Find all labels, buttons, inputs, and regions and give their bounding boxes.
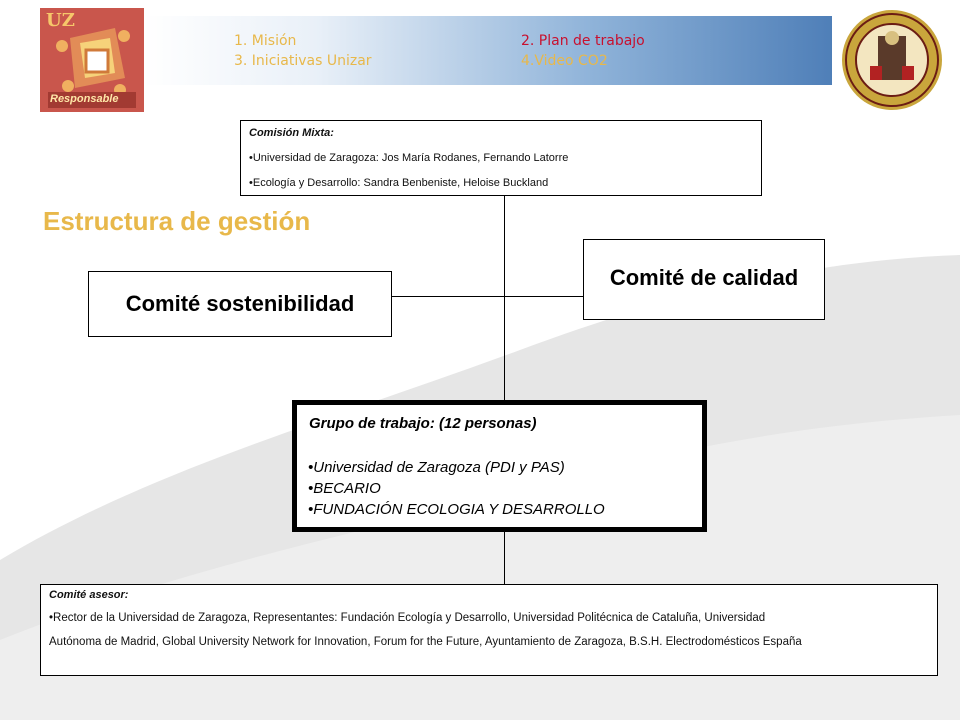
comite-asesor-line-1: •Rector de la Universidad de Zaragoza, Representantes: Fundación Ecología y Desarrollo, Universidad Politécnica de Cataluña, Universidad <box>49 612 766 624</box>
nav-link-plan-de-trabajo[interactable]: 2. Plan de trabajo <box>521 33 645 49</box>
nav-link-video-co2[interactable]: 4.Video CO2 <box>521 53 608 69</box>
comision-mixta-line-2: •Ecología y Desarrollo: Sandra Benbeniste, Heloise Buckland <box>249 177 549 189</box>
grupo-trabajo-heading: Grupo de trabajo: (12 personas) <box>309 415 537 432</box>
grupo-trabajo-item-1: •Universidad de Zaragoza (PDI y PAS) <box>308 459 565 476</box>
nav-link-mision[interactable]: 1. Misión <box>234 33 297 49</box>
grupo-trabajo-item-3: •FUNDACIÓN ECOLOGIA Y DESARROLLO <box>308 501 605 518</box>
comite-asesor-heading: Comité asesor: <box>49 589 129 601</box>
grupo-trabajo-box <box>292 400 707 532</box>
university-seal-icon <box>840 8 944 112</box>
comite-calidad-label: Comité de calidad <box>609 264 799 290</box>
comite-sostenibilidad-box <box>88 271 392 337</box>
comision-mixta-box <box>240 120 762 196</box>
logo-text: UZ <box>46 10 75 31</box>
nav-link-iniciativas[interactable]: 3. Iniciativas Unizar <box>234 53 372 69</box>
comite-asesor-line-2: Autónoma de Madrid, Global University Network for Innovation, Forum for the Future, Ayuntamiento de Zaragoza, B.S.H. Electrodomésticos España <box>49 636 802 648</box>
grupo-trabajo-item-2: •BECARIO <box>308 480 381 497</box>
comision-mixta-line-1: •Universidad de Zaragoza: Jos María Rodanes, Fernando Latorre <box>249 152 569 164</box>
comite-asesor-box <box>40 584 938 676</box>
uz-responsable-logo <box>40 8 144 112</box>
logo-subtext: Responsable <box>50 93 119 105</box>
comite-sostenibilidad-label: Comité sostenibilidad <box>125 291 355 316</box>
header-nav-bar <box>144 16 832 85</box>
comision-mixta-heading: Comisión Mixta: <box>249 127 334 139</box>
connector-vertical-bottom <box>504 530 505 585</box>
connector-horizontal <box>392 296 584 297</box>
comite-calidad-box <box>583 239 825 320</box>
page-title: Estructura de gestión <box>43 206 311 236</box>
connector-vertical-top <box>504 196 505 402</box>
